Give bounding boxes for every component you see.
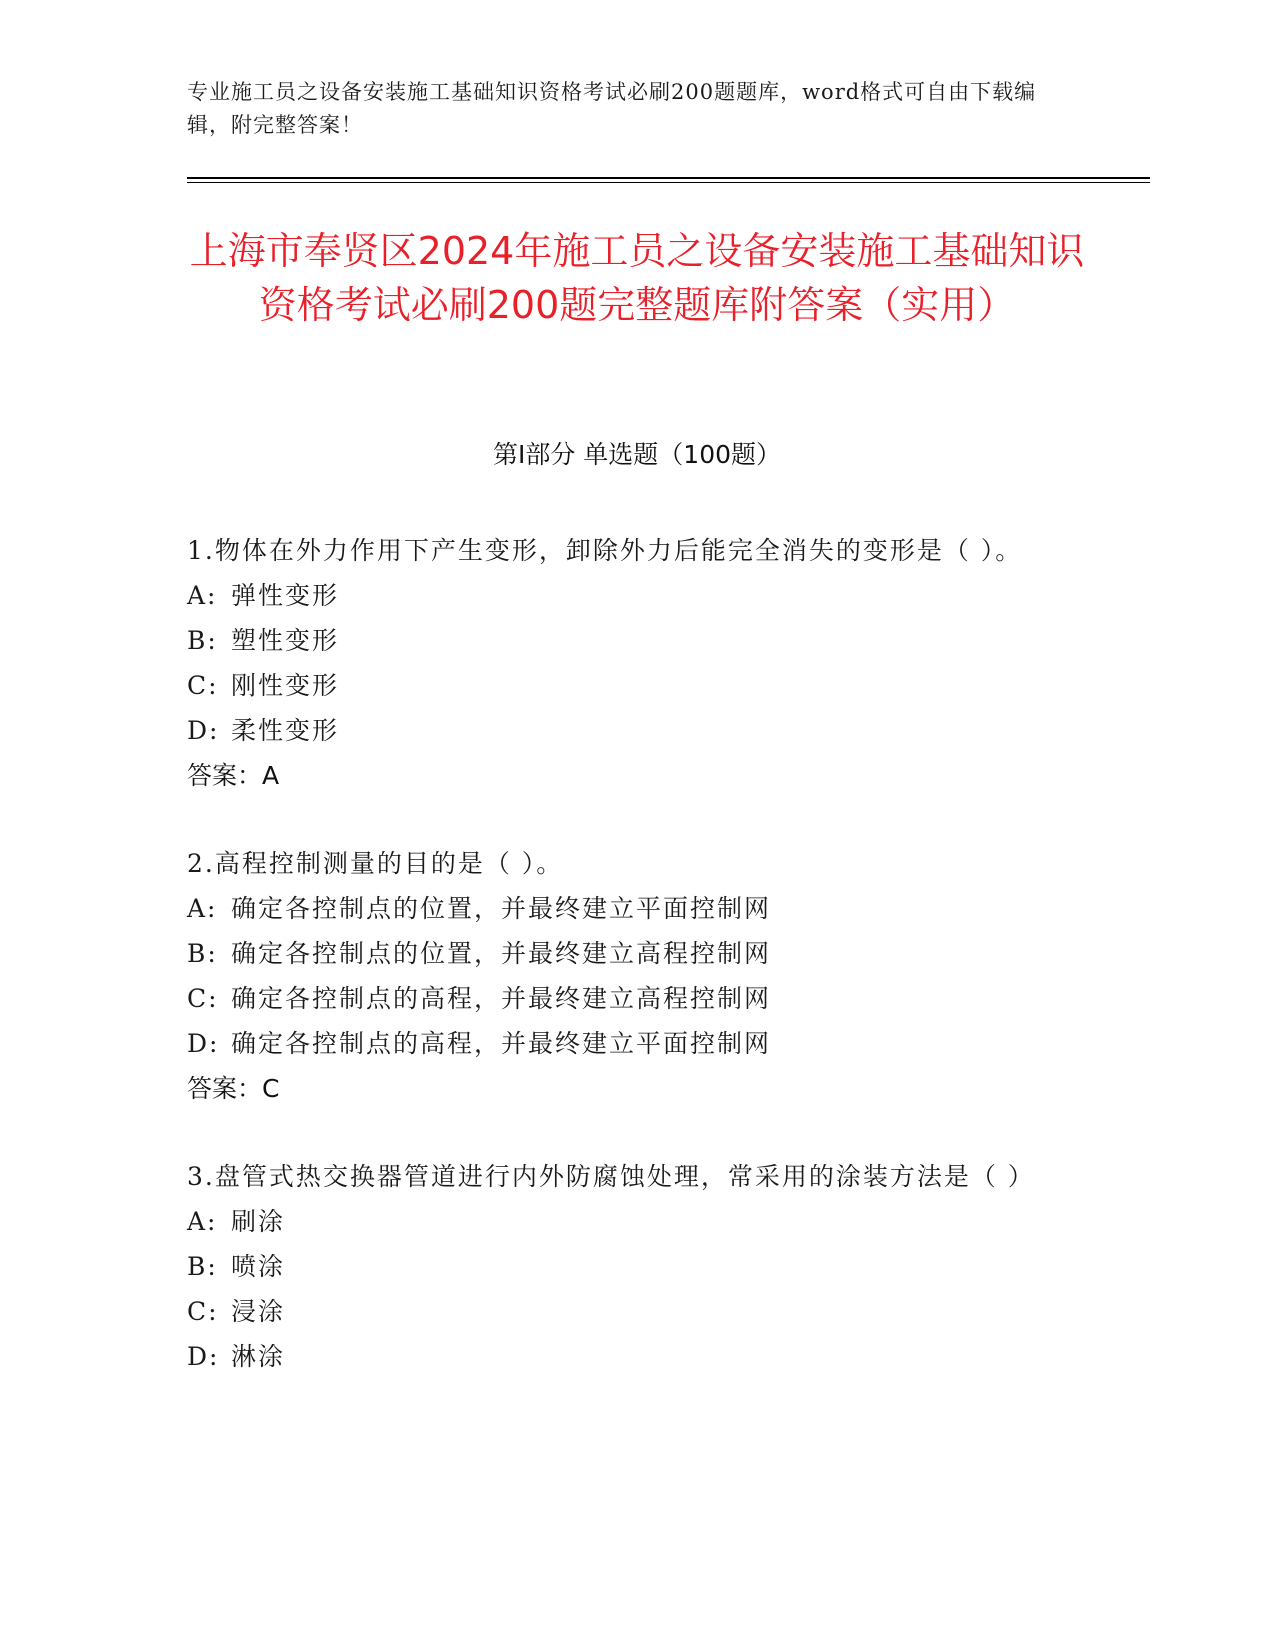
option-d xyxy=(187,708,1067,753)
option-letter: C: xyxy=(187,1297,219,1326)
option-letter: B: xyxy=(187,1252,218,1281)
option-text: 刚性变形 xyxy=(231,671,340,700)
option-a xyxy=(187,573,1067,618)
option-letter: C: xyxy=(187,984,219,1013)
question-stem: 3.盘管式热交换器管道进行内外防腐蚀处理，常采用的涂装方法是（ ） xyxy=(187,1162,1035,1191)
header-divider-thick xyxy=(187,177,1150,179)
option-text: 塑性变形 xyxy=(231,626,340,655)
option-text: 刷涂 xyxy=(231,1207,286,1236)
header-note: 专业施工员之设备安装施工基础知识资格考试必刷200题题库，word格式可自由下载编辑，附完整答案！ xyxy=(187,80,1037,137)
option-text: 柔性变形 xyxy=(231,716,340,745)
answer-line: 答案：C xyxy=(187,1074,280,1103)
option-letter: D: xyxy=(187,716,220,745)
option-b xyxy=(187,931,1067,976)
option-text: 弹性变形 xyxy=(231,581,340,610)
question-2 xyxy=(187,841,1067,1111)
document-title: 上海市奉贤区2024年施工员之设备安装施工基础知识资格考试必刷200题完整题库附答案（实用） xyxy=(189,229,1085,327)
option-a xyxy=(187,1199,1067,1244)
section-title: 第I部分 单选题（100题） xyxy=(492,440,782,469)
option-b xyxy=(187,1244,1067,1289)
option-letter: B: xyxy=(187,939,218,968)
question-3 xyxy=(187,1154,1067,1379)
question-list xyxy=(187,528,1067,1422)
option-letter: D: xyxy=(187,1029,220,1058)
option-letter: D: xyxy=(187,1342,220,1371)
option-text: 确定各控制点的高程，并最终建立高程控制网 xyxy=(231,984,772,1013)
option-text: 确定各控制点的高程，并最终建立平面控制网 xyxy=(231,1029,772,1058)
option-letter: A: xyxy=(187,1207,218,1236)
option-text: 确定各控制点的位置，并最终建立高程控制网 xyxy=(231,939,772,968)
header-divider-thin xyxy=(187,182,1150,183)
question-stem: 2.高程控制测量的目的是（ ）。 xyxy=(187,849,564,878)
option-text: 喷涂 xyxy=(231,1252,286,1281)
option-text: 确定各控制点的位置，并最终建立平面控制网 xyxy=(231,894,772,923)
question-1 xyxy=(187,528,1067,798)
answer-line: 答案：A xyxy=(187,761,280,790)
option-d xyxy=(187,1334,1067,1379)
option-text: 浸涂 xyxy=(231,1297,286,1326)
option-letter: A: xyxy=(187,581,218,610)
option-text: 淋涂 xyxy=(231,1342,286,1371)
option-c xyxy=(187,663,1067,708)
option-b xyxy=(187,618,1067,663)
option-letter: C: xyxy=(187,671,219,700)
question-stem: 1.物体在外力作用下产生变形，卸除外力后能完全消失的变形是（ ）。 xyxy=(187,536,1023,565)
option-letter: A: xyxy=(187,894,218,923)
option-letter: B: xyxy=(187,626,218,655)
option-c xyxy=(187,1289,1067,1334)
option-a xyxy=(187,886,1067,931)
option-d xyxy=(187,1021,1067,1066)
option-c xyxy=(187,976,1067,1021)
